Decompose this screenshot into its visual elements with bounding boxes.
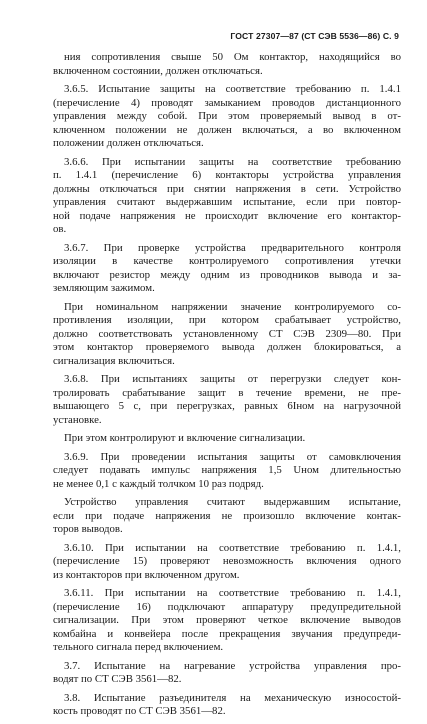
text-line: 3.6.8. При испытаниях защиты от перегрузки следует кон-	[64, 373, 401, 385]
text-line: 3.6.5. Испытание защиты на соответствие требованию п. 1.4.1	[64, 83, 401, 95]
paragraph	[53, 156, 401, 237]
text-line: (перечисление 16) подключают аппаратуру предупредительной	[53, 600, 401, 613]
paragraph	[53, 373, 401, 427]
text-line: комбайна и конвейера после прекращения звучания предупреди-	[53, 627, 401, 640]
text-line: из контакторов при включенном другом.	[53, 568, 240, 581]
paragraph	[53, 542, 401, 583]
paragraph	[53, 242, 401, 296]
text-line: п. 1.4.1 (перечисление 6) контакторы устройства управления	[53, 169, 401, 181]
text-line: (перечисление 15) проверяют невозможность включения одного	[53, 555, 401, 567]
text-line: 3.7. Испытание на нагревание устройства управления про-	[64, 659, 401, 672]
text-line: тролировать срабатывание защит в течение времени, не пре-	[53, 386, 401, 399]
text-line: вышающего 5 с, при перегрузках, равных 6Iном на нагрузочной	[53, 400, 401, 412]
text-line: 3.6.6. При испытании защиты на соответствие требованию	[64, 155, 401, 168]
text-line: не менее 0,1 с каждый толчком 10 раз подряд.	[53, 477, 264, 490]
text-line: 3.6.7. При проверке устройства предварительного контроля	[64, 241, 401, 254]
text-line: земляющим зажимом.	[53, 282, 155, 294]
text-line: 3.6.10. При испытании на соответствие требованию п. 1.4.1,	[64, 541, 401, 554]
text-line: должны отключаться при снятии напряжения в сети. Устройство	[53, 182, 401, 195]
text-line: включенном состоянии, должен отключаться.	[53, 64, 263, 77]
paragraph	[53, 587, 401, 655]
text-line: должно соответствовать установленному СТ СЭВ 2309—80. При	[53, 327, 401, 340]
text-line: ключенном положении не должен включаться, а во включенном	[53, 123, 401, 136]
paragraph	[53, 496, 401, 537]
paragraph	[53, 660, 401, 687]
text-line: тельного сигнала перед включением.	[53, 641, 224, 653]
text-line: сигнализация включиться.	[53, 354, 175, 367]
text-line: управления между собой. При этом проверяемый вывод в от-	[53, 110, 401, 122]
paragraph	[53, 692, 401, 719]
text-line: 3.6.11. При испытании на соответствие требованию п. 1.4.1,	[64, 587, 401, 599]
text-line: (перечисление 4) проводят замыканием проводов дистанционного	[53, 96, 401, 109]
paragraph	[53, 301, 401, 369]
text-line: 3.8. Испытание разъединителя на механическую износостой-	[64, 691, 401, 704]
text-line: противления изоляции, при котором срабатывает устройство,	[53, 314, 401, 326]
text-line: ния сопротивления свыше 50 Ом контактор, находящийся во	[64, 51, 401, 63]
text-line: торов выводов.	[53, 523, 123, 535]
text-line: положении должен отключаться.	[53, 137, 204, 149]
paragraph	[53, 51, 401, 78]
text-line: включают резистор между одним из проводников вывода и за-	[53, 268, 401, 281]
paragraph	[53, 83, 401, 151]
text-line: ов.	[53, 223, 67, 235]
text-line: изоляции в качестве контролируемого сопротивления утечки	[53, 255, 401, 267]
text-line: следует подавать импульс напряжения 1,5 Uном длительностью	[53, 464, 401, 476]
text-line: 3.6.9. При проведении испытания защиты от самовключения	[64, 450, 401, 463]
text-line: Устройство управления считают выдержавшим испытание,	[64, 496, 401, 508]
text-line: установке.	[53, 413, 102, 426]
text-line: сигнализации. При этом проверяют четкое включение выводов	[53, 614, 401, 626]
paragraph	[53, 432, 401, 446]
text-line: кость проводят по СТ СЭВ 3561—82.	[53, 705, 226, 717]
document-body	[53, 51, 401, 724]
page-header: ГОСТ 27307—87 (СТ СЭВ 5536—86) С. 9	[230, 31, 399, 41]
text-line: управления считают выдержавшим испытание, если при повтор-	[53, 196, 401, 208]
text-line: При этом контролируют и включение сигнализации.	[64, 432, 306, 444]
text-line: если при подаче напряжения не произошло включение контак-	[53, 509, 401, 522]
text-line: водят по СТ СЭВ 3561—82.	[53, 673, 182, 685]
paragraph	[53, 451, 401, 492]
text-line: При номинальном напряжении значение контролируемого со-	[64, 300, 401, 313]
text-line: ной подаче напряжения не происходит включение его контактор-	[53, 209, 401, 222]
text-line: этом контактор проверяемого вывода должен блокироваться, а	[53, 341, 401, 353]
